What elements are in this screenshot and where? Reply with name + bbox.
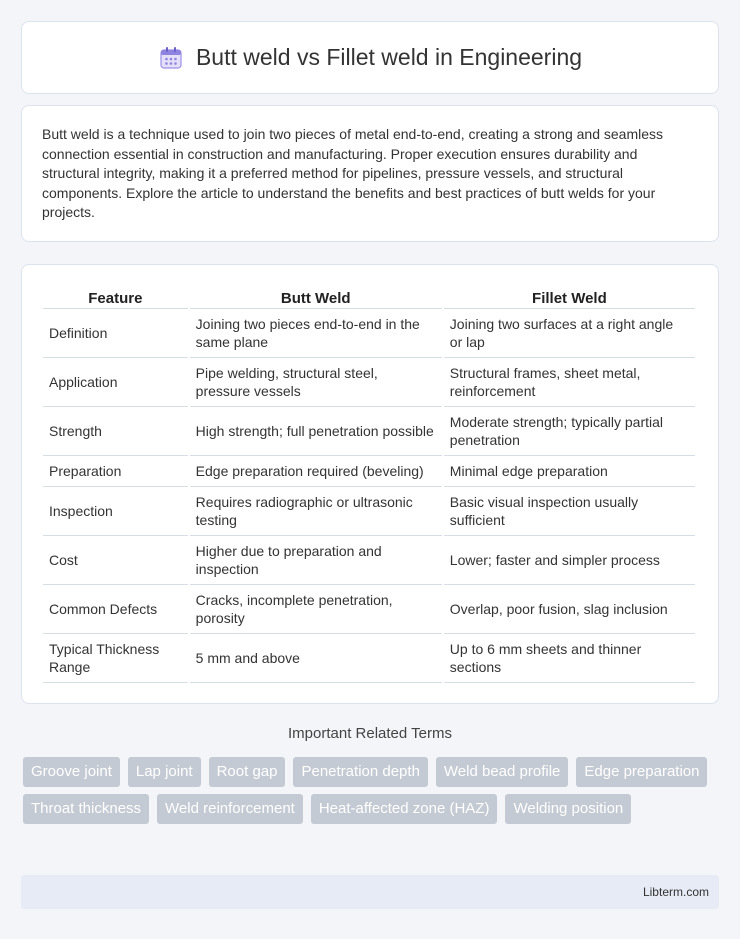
related-terms-list: [23, 757, 723, 824]
title-card: [21, 21, 719, 94]
row-fillet-weld: Overlap, poor fusion, slag inclusion: [444, 585, 695, 634]
row-butt-weld: High strength; full penetration possible: [190, 407, 442, 456]
row-feature: Application: [43, 358, 188, 407]
intro-text: Butt weld is a technique used to join two pieces of metal end-to-end, creating a strong and seamless connection essential in construction and manufacturing. Proper execution ensures durability and structural integrity, making it a preferred method for pipelines, pressure vessels, and structural components. Explore the article to understand the benefits and best practices of butt welds for your projects.: [42, 126, 664, 220]
table-row: [43, 358, 695, 407]
tag-welding-position[interactable]: Welding position: [505, 794, 631, 824]
table-row: [43, 456, 695, 487]
tag-weld-bead-profile[interactable]: Weld bead profile: [436, 757, 568, 787]
row-feature: Inspection: [43, 487, 188, 536]
row-fillet-weld: Basic visual inspection usually sufficient: [444, 487, 695, 536]
row-feature: Cost: [43, 536, 188, 585]
footer: [21, 875, 719, 909]
row-butt-weld: Joining two pieces end-to-end in the same plane: [190, 309, 442, 358]
tag-groove-joint[interactable]: Groove joint: [23, 757, 120, 787]
tag-throat-thickness[interactable]: Throat thickness: [23, 794, 149, 824]
row-feature: Common Defects: [43, 585, 188, 634]
row-butt-weld: Cracks, incomplete penetration, porosity: [190, 585, 442, 634]
page-title: Butt weld vs Fillet weld in Engineering: [195, 44, 583, 70]
related-terms-title: Important Related Terms: [288, 725, 452, 742]
row-feature: Definition: [43, 309, 188, 358]
table-row: [43, 634, 695, 683]
row-fillet-weld: Lower; faster and simpler process: [444, 536, 695, 585]
tag-lap-joint[interactable]: Lap joint: [128, 757, 201, 787]
row-fillet-weld: Minimal edge preparation: [444, 456, 695, 487]
row-butt-weld: Edge preparation required (beveling): [190, 456, 442, 487]
row-butt-weld: Requires radiographic or ultrasonic testing: [190, 487, 442, 536]
header-fillet-weld: Fillet Weld: [444, 283, 695, 309]
table-row: [43, 487, 695, 536]
row-butt-weld: 5 mm and above: [190, 634, 442, 683]
intro-card: [21, 105, 719, 242]
tag-penetration-depth[interactable]: Penetration depth: [293, 757, 427, 787]
row-fillet-weld: Up to 6 mm sheets and thinner sections: [444, 634, 695, 683]
tag-root-gap[interactable]: Root gap: [209, 757, 286, 787]
calendar-icon: [158, 45, 184, 71]
table-row: [43, 585, 695, 634]
row-feature: Strength: [43, 407, 188, 456]
comparison-table: [41, 283, 697, 683]
row-feature: Preparation: [43, 456, 188, 487]
table-row: [43, 407, 695, 456]
row-fillet-weld: Moderate strength; typically partial penetration: [444, 407, 695, 456]
row-fillet-weld: Structural frames, sheet metal, reinforcement: [444, 358, 695, 407]
row-feature: Typical Thickness Range: [43, 634, 188, 683]
row-fillet-weld: Joining two surfaces at a right angle or lap: [444, 309, 695, 358]
row-butt-weld: Higher due to preparation and inspection: [190, 536, 442, 585]
tag-heat-affected-zone[interactable]: Heat-affected zone (HAZ): [311, 794, 498, 824]
header-feature: Feature: [43, 283, 188, 309]
footer-site-link[interactable]: Libterm.com: [642, 885, 709, 899]
row-butt-weld: Pipe welding, structural steel, pressure vessels: [190, 358, 442, 407]
header-butt-weld: Butt Weld: [190, 283, 442, 309]
tag-weld-reinforcement[interactable]: Weld reinforcement: [157, 794, 303, 824]
comparison-table-card: [21, 264, 719, 704]
tag-edge-preparation[interactable]: Edge preparation: [576, 757, 707, 787]
table-row: [43, 309, 695, 358]
table-header-row: [43, 283, 695, 309]
table-row: [43, 536, 695, 585]
